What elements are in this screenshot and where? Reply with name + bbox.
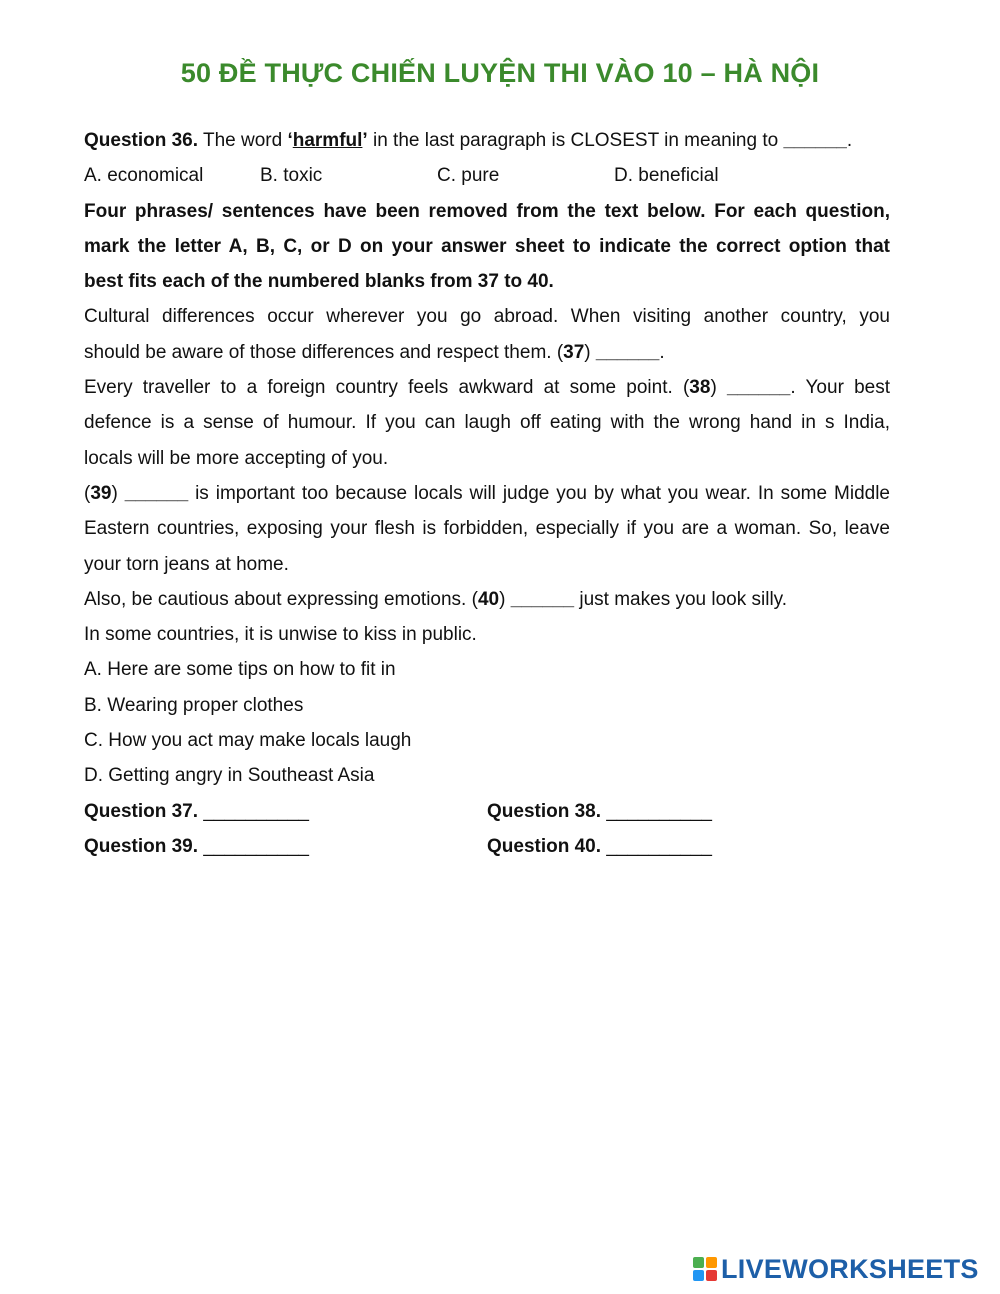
answer-row	[84, 794, 890, 829]
answer-input-40[interactable]: __________	[606, 835, 712, 857]
passage-line: defence is a sense of humour. If you can laugh off eating with the wrong hand in s India,	[84, 412, 890, 434]
answer-input-38[interactable]: __________	[606, 800, 712, 822]
choice-b: B. Wearing proper clothes	[84, 694, 304, 716]
blank-38[interactable]: ______	[726, 377, 791, 399]
option-c[interactable]: C. pure	[437, 165, 500, 187]
passage-line: Eastern countries, exposing your flesh is forbidden, especially if you are a woman. So, leave	[84, 518, 890, 540]
target-word: harmful	[292, 130, 363, 151]
instructions-line: mark the letter A, B, C, or D on your answer sheet to indicate the correct option that	[84, 235, 890, 257]
blank-40[interactable]: ______	[510, 588, 575, 610]
logo-text: LIVEWORKSHEETS	[721, 1253, 979, 1284]
worksheet-content	[84, 123, 890, 864]
blank-37[interactable]: ______	[595, 341, 660, 363]
option-b[interactable]: B. toxic	[260, 165, 323, 187]
liveworksheets-logo-icon	[693, 1257, 717, 1281]
liveworksheets-logo	[693, 1254, 979, 1284]
question-label: Question 36.	[84, 130, 199, 151]
blank-39[interactable]: ______	[124, 482, 189, 504]
answer-input-39[interactable]: __________	[203, 835, 309, 857]
passage-line: your torn jeans at home.	[84, 553, 289, 575]
answer-blank-36[interactable]: ______	[783, 130, 847, 151]
answer-37: Question 37. __________	[84, 800, 309, 822]
passage-line: Also, be cautious about expressing emotions. (40) ______ just makes you look silly.	[84, 588, 788, 610]
page-title: 50 ĐỀ THỰC CHIẾN LUYỆN THI VÀO 10 – HÀ NỘI	[180, 58, 820, 88]
answer-38: Question 38. __________	[487, 800, 712, 822]
instructions-line: best fits each of the numbered blanks from 37 to 40.	[84, 271, 554, 293]
question-36-options	[84, 158, 890, 193]
answer-input-37[interactable]: __________	[203, 800, 309, 822]
choice-a: A. Here are some tips on how to fit in	[84, 659, 396, 681]
passage-line: (39) ______ is important too because locals will judge you by what you wear. In some Middle	[84, 482, 890, 504]
answer-row	[84, 829, 890, 864]
answer-39: Question 39. __________	[84, 835, 309, 857]
instructions-line: Four phrases/ sentences have been removed from the text below. For each question,	[84, 200, 890, 222]
choice-c: C. How you act may make locals laugh	[84, 730, 412, 752]
option-a[interactable]: A. economical	[84, 165, 204, 187]
answer-40: Question 40. __________	[487, 835, 712, 857]
question-36: Question 36. The word ‘harmful’ in the last paragraph is CLOSEST in meaning to ______.	[84, 130, 853, 151]
option-d[interactable]: D. beneficial	[614, 165, 719, 187]
passage-line: Every traveller to a foreign country feels awkward at some point. (38) ______. Your best	[84, 377, 890, 399]
passage-line: Cultural differences occur wherever you go abroad. When visiting another country, you	[84, 306, 890, 328]
passage-line: locals will be more accepting of you.	[84, 447, 389, 469]
choice-d: D. Getting angry in Southeast Asia	[84, 765, 375, 787]
passage-line: In some countries, it is unwise to kiss in public.	[84, 624, 477, 646]
passage-line: should be aware of those differences and respect them. (37) ______.	[84, 341, 665, 363]
